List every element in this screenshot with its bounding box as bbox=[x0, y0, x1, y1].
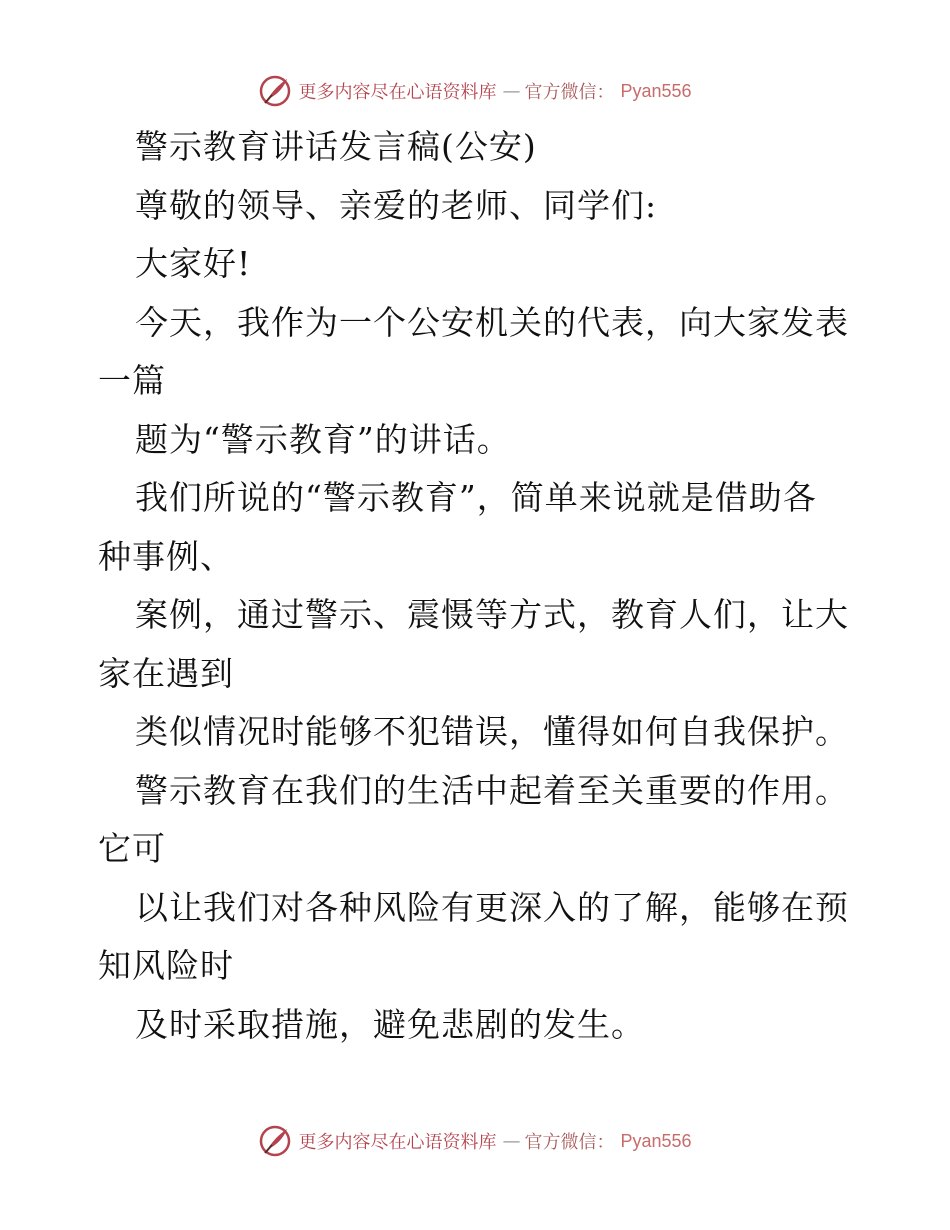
paragraph-line: 及时采取措施，避免悲剧的发生。 bbox=[135, 1004, 645, 1044]
document-body bbox=[98, 118, 858, 1054]
footer-wechat-id: Pyan556 bbox=[620, 1130, 692, 1151]
feather-quill-logo-icon bbox=[258, 74, 292, 108]
footer-banner bbox=[0, 1124, 950, 1158]
header-banner-text: 更多内容尽在心语资料库 bbox=[298, 82, 497, 103]
header-wechat-label: 官方微信： bbox=[524, 82, 615, 103]
paragraph-line: 一篇 bbox=[98, 361, 166, 400]
paragraph-line: 家在遇到 bbox=[98, 653, 234, 693]
footer-banner-text: 更多内容尽在心语资料库 bbox=[298, 1132, 497, 1153]
header-wechat-id: Pyan556 bbox=[620, 80, 692, 101]
paragraph-line: 今天，我作为一个公安机关的代表，向大家发表 bbox=[135, 302, 849, 342]
document-title: 警示教育讲话发言稿(公安) bbox=[135, 127, 537, 166]
paragraph-line: 我们所说的“警示教育”，简单来说就是借助各 bbox=[135, 478, 817, 517]
footer-banner-separator: — bbox=[502, 1130, 519, 1152]
header-banner-separator: — bbox=[502, 80, 519, 102]
paragraph-line: 类似情况时能够不犯错误，懂得如何自我保护。 bbox=[135, 712, 849, 751]
salutation-line: 尊敬的领导、亲爱的老师、同学们: bbox=[135, 185, 658, 225]
paragraph-line: 它可 bbox=[98, 829, 166, 868]
feather-quill-logo-icon bbox=[258, 1124, 292, 1158]
paragraph-line: 警示教育在我们的生活中起着至关重要的作用。 bbox=[135, 770, 849, 810]
footer-wechat-label: 官方微信： bbox=[524, 1132, 615, 1153]
paragraph-line: 题为“警示教育”的讲话。 bbox=[135, 419, 511, 459]
paragraph-line: 种事例、 bbox=[98, 536, 234, 576]
paragraph-line: 以让我们对各种风险有更深入的了解，能够在预 bbox=[135, 887, 849, 927]
greeting-line: 大家好! bbox=[135, 244, 252, 283]
paragraph-line: 知风险时 bbox=[98, 946, 234, 985]
header-banner bbox=[0, 74, 950, 108]
paragraph-line: 案例，通过警示、震慑等方式，教育人们，让大 bbox=[135, 595, 849, 634]
